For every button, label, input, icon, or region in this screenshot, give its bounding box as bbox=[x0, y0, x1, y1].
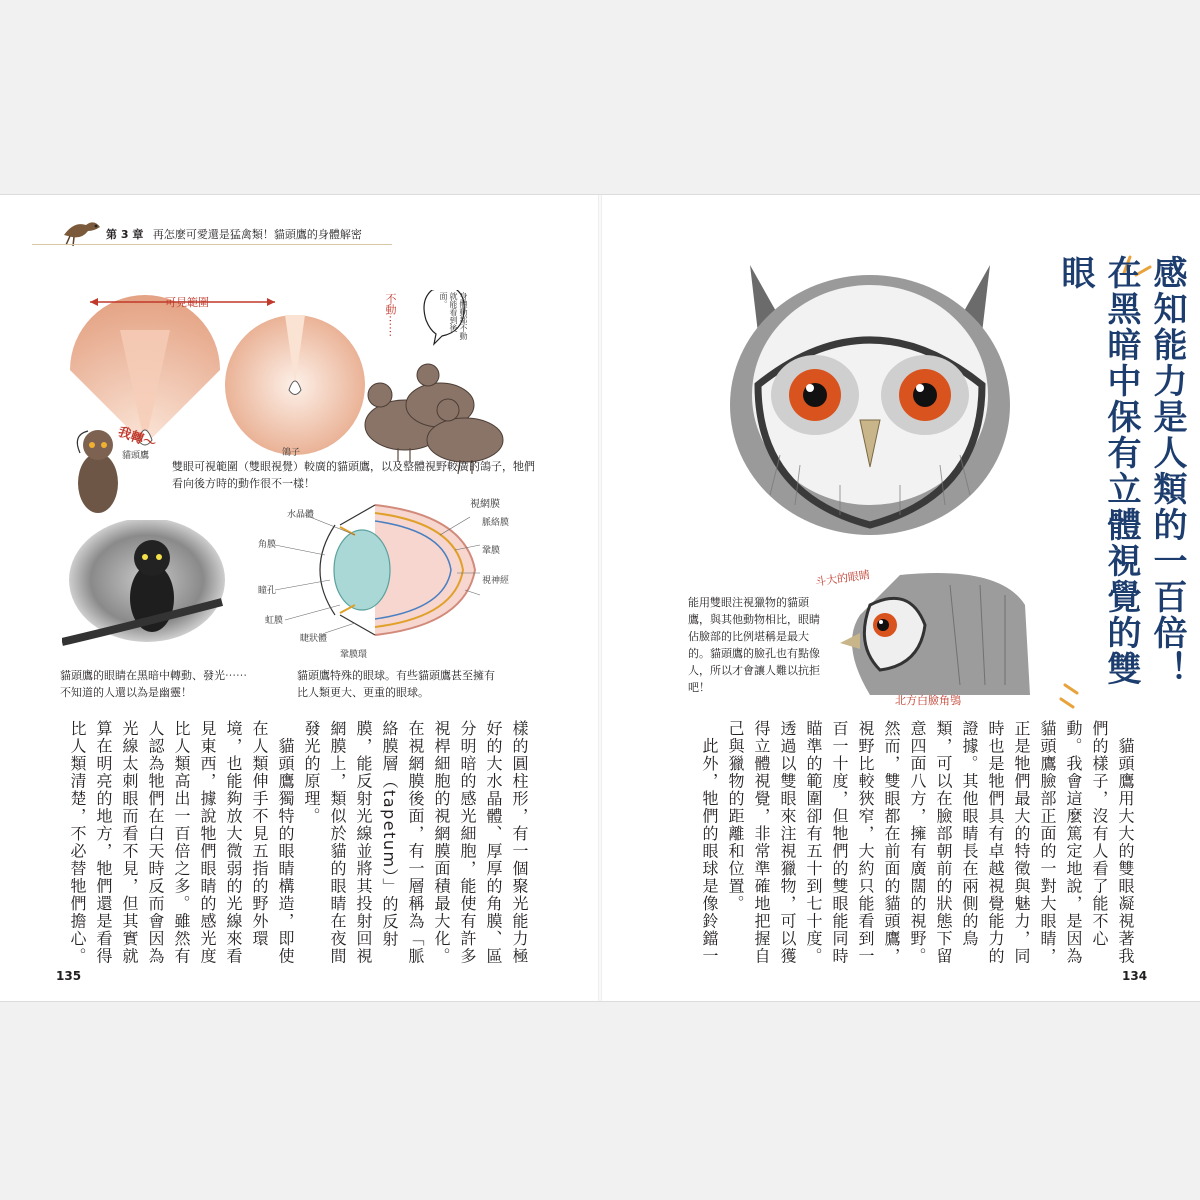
right-body-text: 貓頭鷹用大大的雙眼凝視著我 們的樣子，沒有人看了能不心 動。我會這麼篤定地說，是因為 貓頭鷹臉部正面的一對大眼睛， 正是牠們最大的特徵與魅力，同 時也是牠們具有卓越視覺能力的 證據。其他眼睛長在兩側的鳥 類，可以在臉部朝前的狀態下留 意四面八方，擁有廣闊的視野。 然而，雙眼都在前面的貓頭鷹， 視野比較狹窄，大約只能看到一 百一十度，但牠們的雙眼能同時 瞄準的範圍卻有五十到七十度。 透過以雙眼來注視獵物，可以獲 得立體視覺，非常準確地把握自 己與獵物的距離和位置。 此外，牠們的眼球是像鈴鐺一 bbox=[700, 720, 1135, 965]
retina-label: 視網膜 bbox=[470, 499, 500, 510]
night-owl-illustration bbox=[62, 520, 227, 650]
ciliary-label: 睫狀體 bbox=[300, 634, 328, 644]
book-gutter bbox=[598, 195, 602, 1001]
pupil-label: 瞳孔 bbox=[258, 586, 277, 596]
still-label: 不動⋯⋯ bbox=[384, 293, 397, 337]
pigeon-label: 鴿子 bbox=[282, 448, 301, 458]
chapter-header bbox=[60, 215, 400, 245]
title-line-2: 在黑暗中保有立體視覺的雙眼 bbox=[1055, 255, 1141, 687]
sclera-label: 鞏膜 bbox=[482, 546, 501, 556]
choroid-label: 脈絡膜 bbox=[482, 518, 510, 528]
left-body-text: 樣的圓柱形，有一個聚光能力極 好的大水晶體、厚厚的角膜、區 分明暗的感光細胞，能使有許多 視桿細胞的視網膜面積最大化。 在視網膜後面，有一層稱為「脈 絡膜層（tapetum）」的反射 膜，能反射光線並將其投射回視 網膜上，類似於貓的眼睛在夜間 發光的原理。 貓頭鷹獨特的眼睛構造，即使 在人類伸手不見五指的野外環 境，也能夠放大微弱的光線來看 見東西，據說牠們眼睛的感光度 比人類高出一百倍之多。雖然有 人認為牠們在白天時反而會因為 光線太刺眼而看不見，但其實就 算在明亮的地方，牠們還是看得 比人類清楚，不必替牠們擔心。 bbox=[68, 720, 529, 965]
sclera-ring-label: 鞏膜環 bbox=[340, 650, 368, 660]
owl-label: 貓頭鷹 bbox=[122, 451, 150, 461]
iris-label: 虹膜 bbox=[265, 616, 284, 626]
pigeon-speech: 身體動都不動就能看到後面。 bbox=[439, 292, 468, 340]
big-eyes-label: 斗大的眼睛 bbox=[814, 568, 871, 589]
left-page-number: 135 bbox=[56, 969, 82, 983]
chapter-number: 第 3 章 bbox=[106, 228, 144, 241]
species-label: 北方白臉角鴞 bbox=[895, 694, 961, 707]
night-owl-caption: 貓頭鷹的眼睛在黑暗中轉動、發光⋯⋯不知道的人還以為是幽靈！ bbox=[60, 670, 247, 699]
owl-caption: 能用雙眼注視獵物的貓頭鷹，與其他動物相比，眼睛佔臉部的比例堪稱是最大的。貓頭鷹的臉孔也有點像人，所以才會讓人難以抗拒吧！ bbox=[688, 597, 820, 694]
right-page-number: 134 bbox=[1122, 969, 1148, 983]
cornea-label: 角膜 bbox=[258, 540, 277, 550]
vision-caption: 雙眼可視範圍（雙眼視覺）較廣的貓頭鷹，以及整體視野較廣的鴿子，牠們看向後方時的動作很不一樣！ bbox=[172, 461, 535, 490]
title-line-1: 感知能力是人類的一百倍！ bbox=[1147, 255, 1187, 687]
chapter-title: 再怎麼可愛還是猛禽類！貓頭鷹的身體解密 bbox=[152, 228, 362, 241]
eyeball-caption: 貓頭鷹特殊的眼球。有些貓頭鷹甚至擁有比人類更大、更重的眼球。 bbox=[297, 670, 495, 699]
page-title bbox=[1052, 255, 1190, 695]
lens-label: 水晶體 bbox=[287, 510, 315, 520]
turn-label: 我轉～ bbox=[115, 424, 158, 453]
chapter-divider bbox=[32, 244, 392, 245]
book-spread bbox=[0, 194, 1200, 1002]
owl-profile-illustration bbox=[830, 565, 1030, 695]
range-label: 可見範圍 bbox=[165, 296, 209, 309]
owl-portrait-illustration bbox=[700, 255, 1040, 545]
optic-nerve-label: 視神經 bbox=[482, 576, 510, 586]
